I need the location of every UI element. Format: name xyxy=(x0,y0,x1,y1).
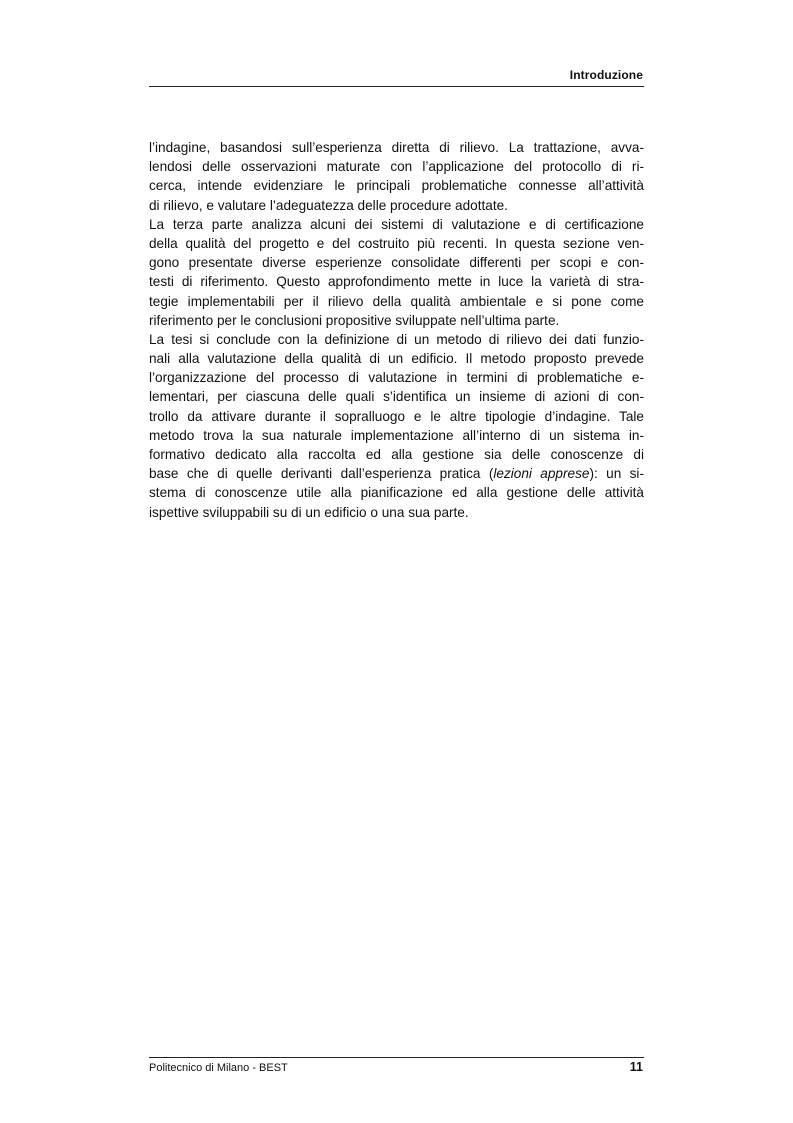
text-line: tegie implementabili per il rilievo della qualità ambientale e si pone come xyxy=(149,293,644,309)
institution-label: Politecnico di Milano - BEST xyxy=(149,1062,288,1074)
text-segment: ): un si- xyxy=(589,466,644,482)
italic-term: lezioni apprese xyxy=(493,466,590,482)
text-segment: base che di quelle derivanti dall’esperienza pratica ( xyxy=(149,466,494,482)
text-line: metodo trova la sua naturale implementazione all’interno di un sistema in- xyxy=(149,427,644,443)
body-text xyxy=(149,138,644,522)
text-line: gono presentate diverse esperienze consolidate differenti per scopi e con- xyxy=(149,255,644,271)
text-line: cerca, intende evidenziare le principali problematiche connesse all’attività xyxy=(149,178,644,194)
text-line: ispettive sviluppabili su di un edificio o una sua parte. xyxy=(149,504,469,520)
running-header xyxy=(149,62,644,87)
text-line: stema di conoscenze utile alla pianificazione ed alla gestione delle attività xyxy=(149,485,644,501)
text-line: l’organizzazione del processo di valutazione in termini di problematiche e- xyxy=(149,370,644,386)
text-line: lementari, per ciascuna delle quali s’identifica un insieme di azioni di con- xyxy=(149,389,644,405)
text-line: l’indagine, basandosi sull’esperienza diretta di rilievo. La trattazione, avva- xyxy=(149,140,644,155)
text-line xyxy=(149,464,644,483)
text-line: trollo da attivare durante il sopralluogo e le altre tipologie d’indagine. Tale xyxy=(149,408,644,424)
text-line: nali alla valutazione della qualità di un edificio. Il metodo proposto prevede xyxy=(149,351,644,367)
text-line: lendosi delle osservazioni maturate con l’applicazione del protocollo di ri- xyxy=(149,159,644,175)
text-line: La terza parte analizza alcuni dei sistemi di valutazione e di certificazione xyxy=(149,216,644,232)
text-line: della qualità del progetto e del costruito più recenti. In questa sezione ven- xyxy=(149,235,644,251)
text-line: riferimento per le conclusioni propositive sviluppate nell’ultima parte. xyxy=(149,312,560,328)
section-title: Introduzione xyxy=(569,68,643,82)
text-line: La tesi si conclude con la definizione di un metodo di rilievo dei dati funzio- xyxy=(149,331,644,347)
text-line: testi di riferimento. Questo approfondimento mette in luce la varietà di stra- xyxy=(149,274,644,290)
text-line: formativo dedicato alla raccolta ed alla gestione sia delle conoscenze di xyxy=(149,447,644,462)
running-footer xyxy=(149,1057,644,1076)
text-line: di rilievo, e valutare l’adeguatezza delle procedure adottate. xyxy=(149,197,508,213)
page-number: 11 xyxy=(629,1060,643,1074)
